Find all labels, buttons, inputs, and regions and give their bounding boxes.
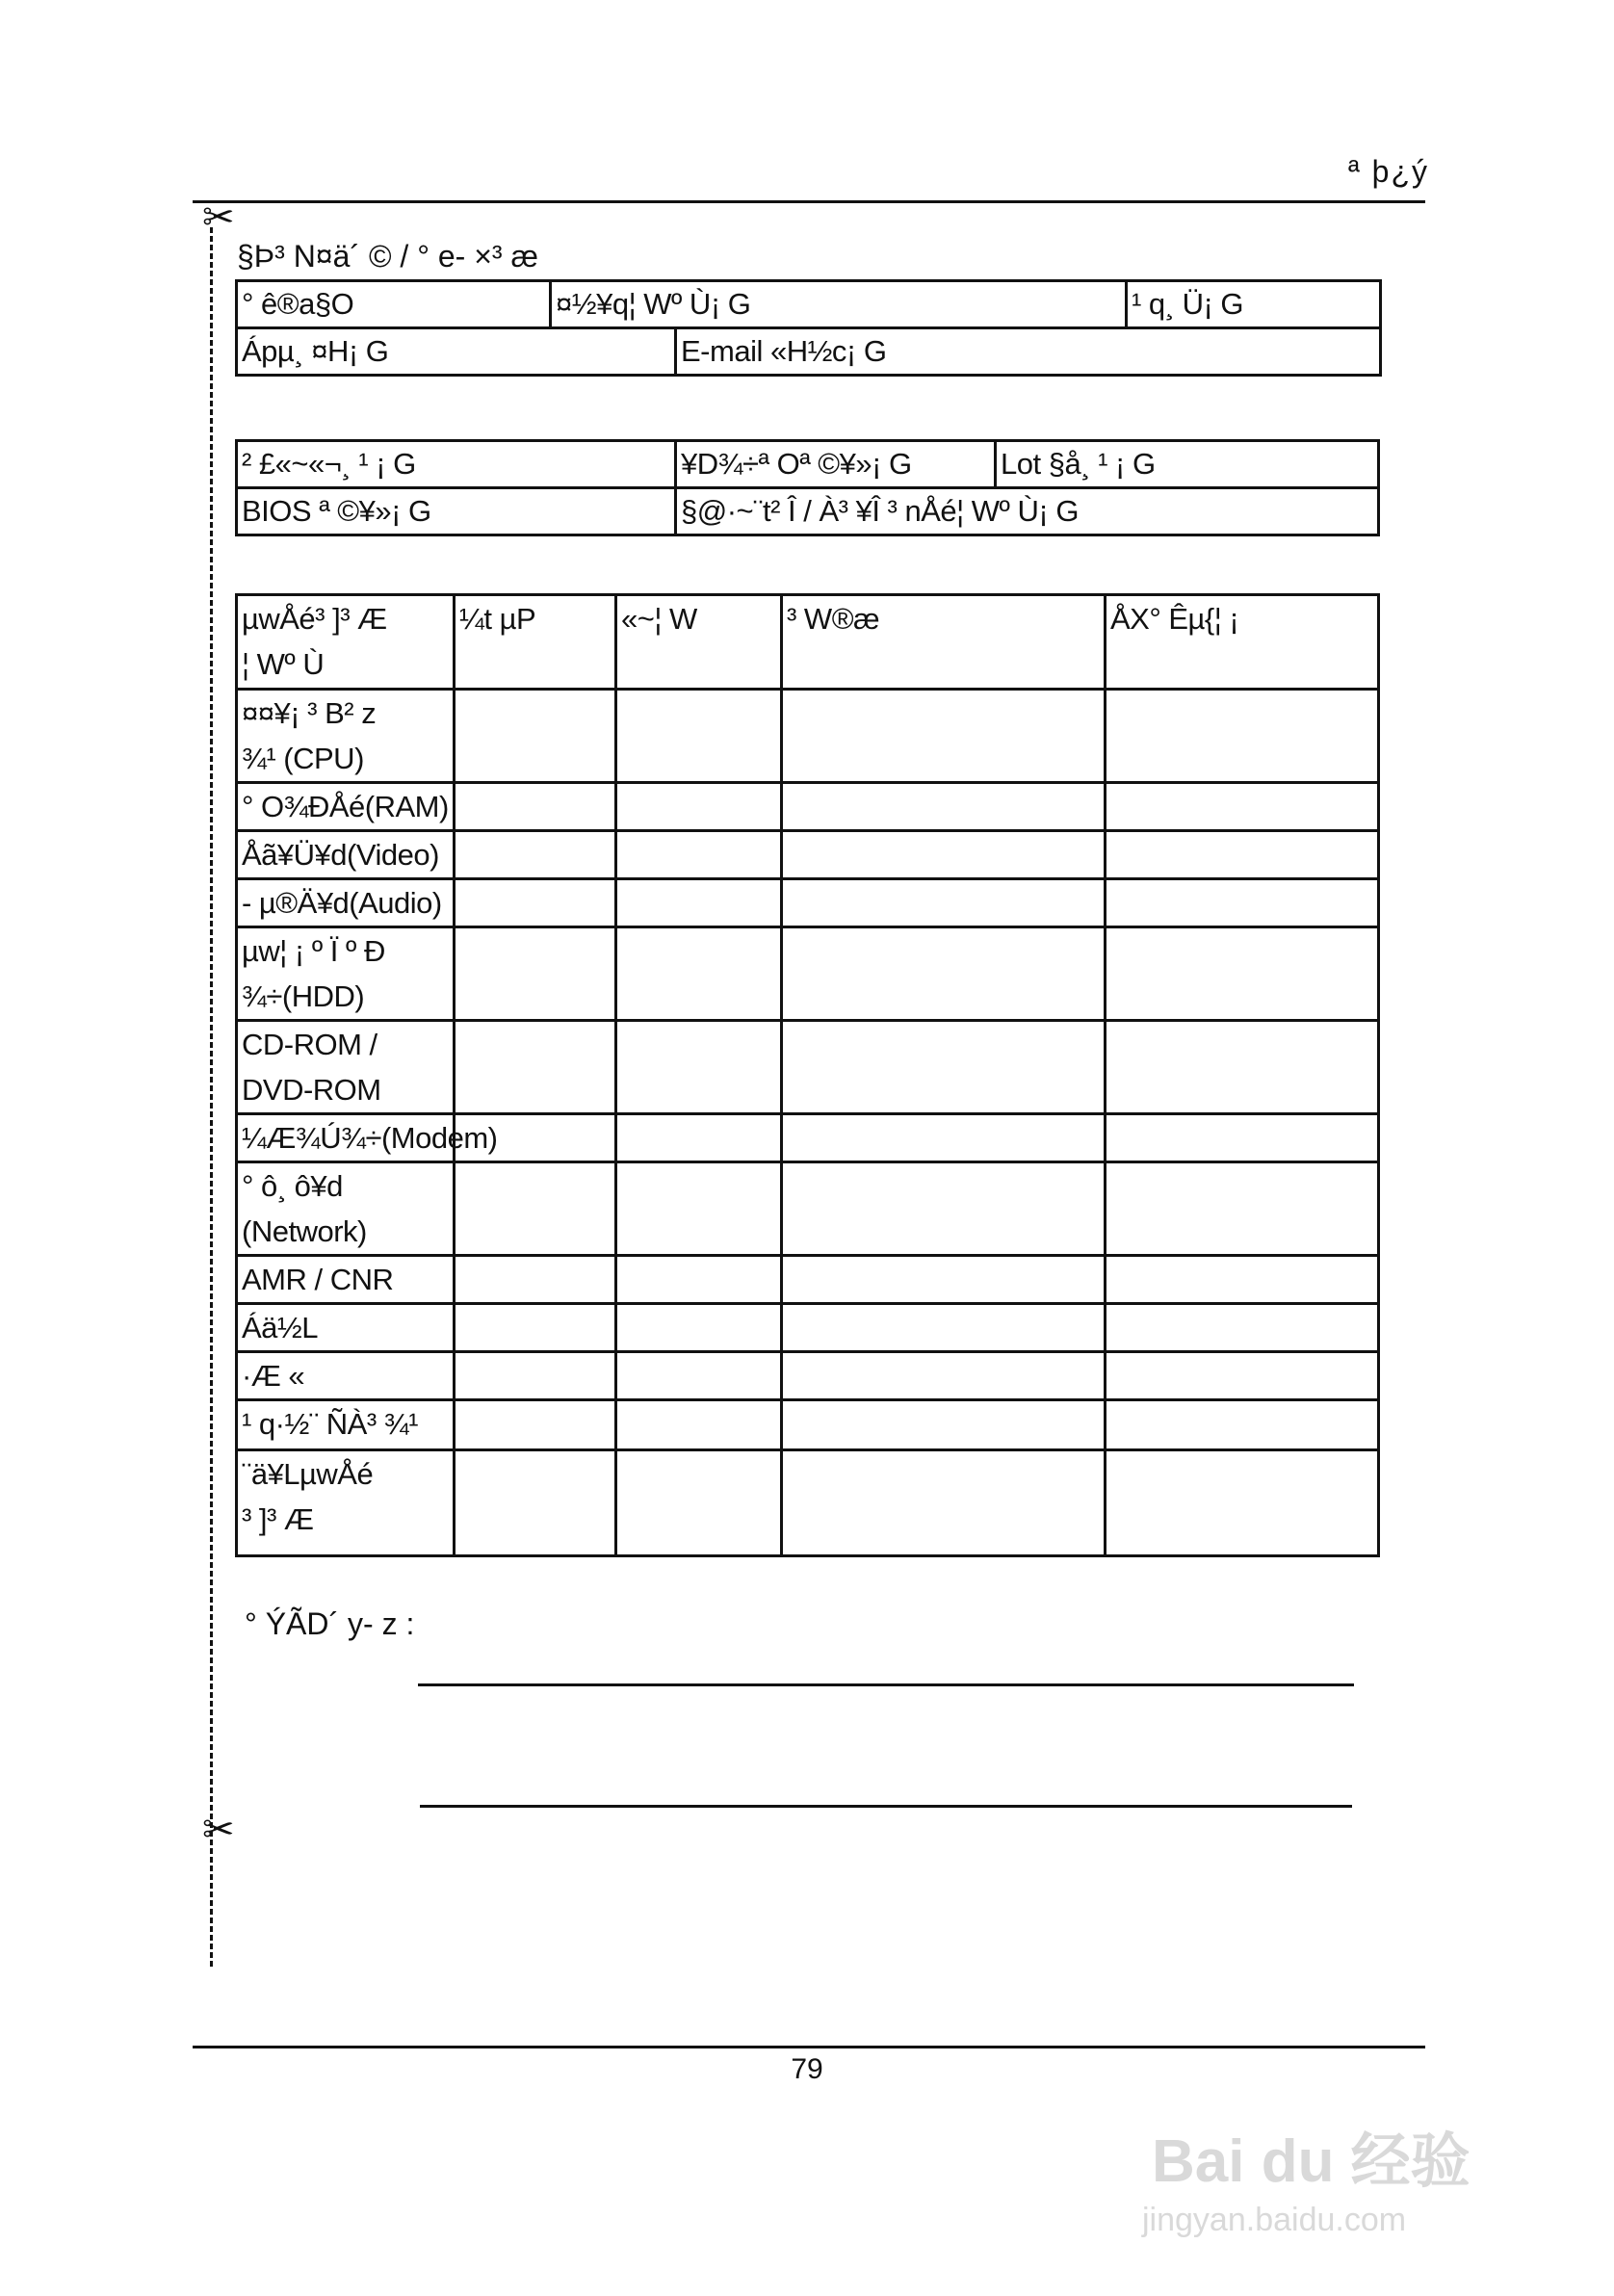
- cell-input[interactable]: [782, 879, 1106, 927]
- cell-input[interactable]: [782, 1450, 1106, 1556]
- col-header-spec: ³ W®æ: [782, 595, 1106, 690]
- page-header-label: ª þ¿ý: [1347, 154, 1429, 189]
- name-field[interactable]: ° ê®a§O: [237, 281, 551, 328]
- watermark-url: jingyan.baidu.com: [1142, 2202, 1407, 2238]
- cell-input[interactable]: [455, 1400, 616, 1450]
- product-info-table: [235, 439, 1380, 536]
- description-line-1[interactable]: [418, 1683, 1354, 1686]
- problem-description-label: ° ÝÃD´ y- z :: [245, 1606, 415, 1641]
- cell-input[interactable]: [616, 1162, 782, 1256]
- page-number: 79: [791, 2053, 823, 2085]
- cell-input[interactable]: [455, 1021, 616, 1114]
- cell-input[interactable]: [455, 1304, 616, 1352]
- cell-input[interactable]: [455, 927, 616, 1021]
- cell-input[interactable]: [1106, 783, 1379, 831]
- scissors-icon-bottom: ✂: [202, 1809, 235, 1851]
- form-title: §Þ³ N¤ä´ © / ° e- ×³ æ: [237, 239, 538, 274]
- cell-input[interactable]: [1106, 1256, 1379, 1304]
- row-modem: ¼Æ¾Ú¾÷(Modem): [237, 1114, 455, 1162]
- cell-input[interactable]: [455, 1450, 616, 1556]
- cell-input[interactable]: [782, 831, 1106, 879]
- cell-input[interactable]: [616, 1400, 782, 1450]
- cell-input[interactable]: [782, 1256, 1106, 1304]
- product-model-field[interactable]: ² £«~«¬¸ ¹ ¡ G: [237, 441, 676, 488]
- row-cdrom: CD-ROM / DVD-ROM: [237, 1021, 455, 1114]
- row-hdd: µw¦ ¡ º Ï º Ð ¾÷(HDD): [237, 927, 455, 1021]
- watermark-logo: Bai du 经验: [1152, 2128, 1471, 2195]
- components-table: [235, 593, 1380, 1557]
- model-field[interactable]: ¤½¥q¦ Wº Ù¡ G: [551, 281, 1127, 328]
- bottom-rule: [193, 2046, 1425, 2048]
- col-header-brand: ¼t µP: [455, 595, 616, 690]
- cell-input[interactable]: [782, 927, 1106, 1021]
- cell-input[interactable]: [616, 927, 782, 1021]
- row-video: Åã¥Ü¥d(Video): [237, 831, 455, 879]
- cell-input[interactable]: [782, 1021, 1106, 1114]
- cell-input[interactable]: [1106, 879, 1379, 927]
- cell-input[interactable]: [1106, 1162, 1379, 1256]
- os-field[interactable]: §@·~¨t² Î / À³ ¥Î ³ nÅé¦ Wº Ù¡ G: [676, 488, 1379, 535]
- cell-input[interactable]: [1106, 1400, 1379, 1450]
- cell-input[interactable]: [782, 1114, 1106, 1162]
- cut-line: [210, 227, 213, 1967]
- cell-input[interactable]: [1106, 1114, 1379, 1162]
- scissors-icon-top: ✂: [202, 196, 235, 239]
- phone-field[interactable]: ¹ q¸ Ü¡ G: [1127, 281, 1381, 328]
- cell-input[interactable]: [782, 690, 1106, 783]
- row-cpu: ¤¤¥¡ ³ B² z ¾¹ (CPU): [237, 690, 455, 783]
- cell-input[interactable]: [1106, 1450, 1379, 1556]
- cell-input[interactable]: [616, 1450, 782, 1556]
- cell-input[interactable]: [616, 783, 782, 831]
- cell-input[interactable]: [1106, 1304, 1379, 1352]
- row-audio: - µ®Ä¥d(Audio): [237, 879, 455, 927]
- cell-input[interactable]: [782, 783, 1106, 831]
- cell-input[interactable]: [1106, 831, 1379, 879]
- row-keyboard: Áä½L: [237, 1304, 455, 1352]
- row-amr-cnr: AMR / CNR: [237, 1256, 455, 1304]
- customer-info-table: [235, 279, 1382, 377]
- email-field[interactable]: E-mail «H½c¡ G: [676, 328, 1381, 376]
- cell-input[interactable]: [455, 831, 616, 879]
- cell-input[interactable]: [782, 1304, 1106, 1352]
- cell-input[interactable]: [455, 690, 616, 783]
- cell-input[interactable]: [1106, 1352, 1379, 1400]
- cell-input[interactable]: [616, 1352, 782, 1400]
- top-rule: [193, 200, 1425, 203]
- col-header-product-name: «~¦ W: [616, 595, 782, 690]
- cell-input[interactable]: [782, 1400, 1106, 1450]
- row-mouse: ·Æ «: [237, 1352, 455, 1400]
- cell-input[interactable]: [616, 879, 782, 927]
- cell-input[interactable]: [455, 1352, 616, 1400]
- cell-input[interactable]: [1106, 1021, 1379, 1114]
- cell-input[interactable]: [455, 1162, 616, 1256]
- bios-version-field[interactable]: BIOS ª ©¥»¡ G: [237, 488, 676, 535]
- cell-input[interactable]: [1106, 927, 1379, 1021]
- cell-input[interactable]: [1106, 690, 1379, 783]
- cell-input[interactable]: [455, 1256, 616, 1304]
- cell-input[interactable]: [782, 1352, 1106, 1400]
- row-ram: ° O¾ÐÅé(RAM): [237, 783, 455, 831]
- cell-input[interactable]: [616, 1256, 782, 1304]
- cell-input[interactable]: [455, 783, 616, 831]
- cell-input[interactable]: [616, 1021, 782, 1114]
- row-other-hardware: ¨ä¥LµwÅé ³ ]³ Æ: [237, 1450, 455, 1556]
- col-header-driver: ÅX° Êµ{¦ ¡: [1106, 595, 1379, 690]
- cell-input[interactable]: [616, 690, 782, 783]
- cell-input[interactable]: [616, 1304, 782, 1352]
- row-power-supply: ¹ q·½¨ ÑÀ³ ¾¹: [237, 1400, 455, 1450]
- lot-number-field[interactable]: Lot §å¸ ¹ ¡ G: [996, 441, 1379, 488]
- description-line-2[interactable]: [420, 1805, 1352, 1808]
- cell-input[interactable]: [616, 831, 782, 879]
- cell-input[interactable]: [455, 879, 616, 927]
- contact-field[interactable]: Ápµ¸ ¤H¡ G: [237, 328, 676, 376]
- cell-input[interactable]: [616, 1114, 782, 1162]
- cell-input[interactable]: [782, 1162, 1106, 1256]
- driver-version-field[interactable]: ¥D¾÷ª Oª ©¥»¡ G: [676, 441, 996, 488]
- row-network: ° ô¸ ô¥d (Network): [237, 1162, 455, 1256]
- col-header-component: µwÅé³ ]³ Æ ¦ Wº Ù: [237, 595, 455, 690]
